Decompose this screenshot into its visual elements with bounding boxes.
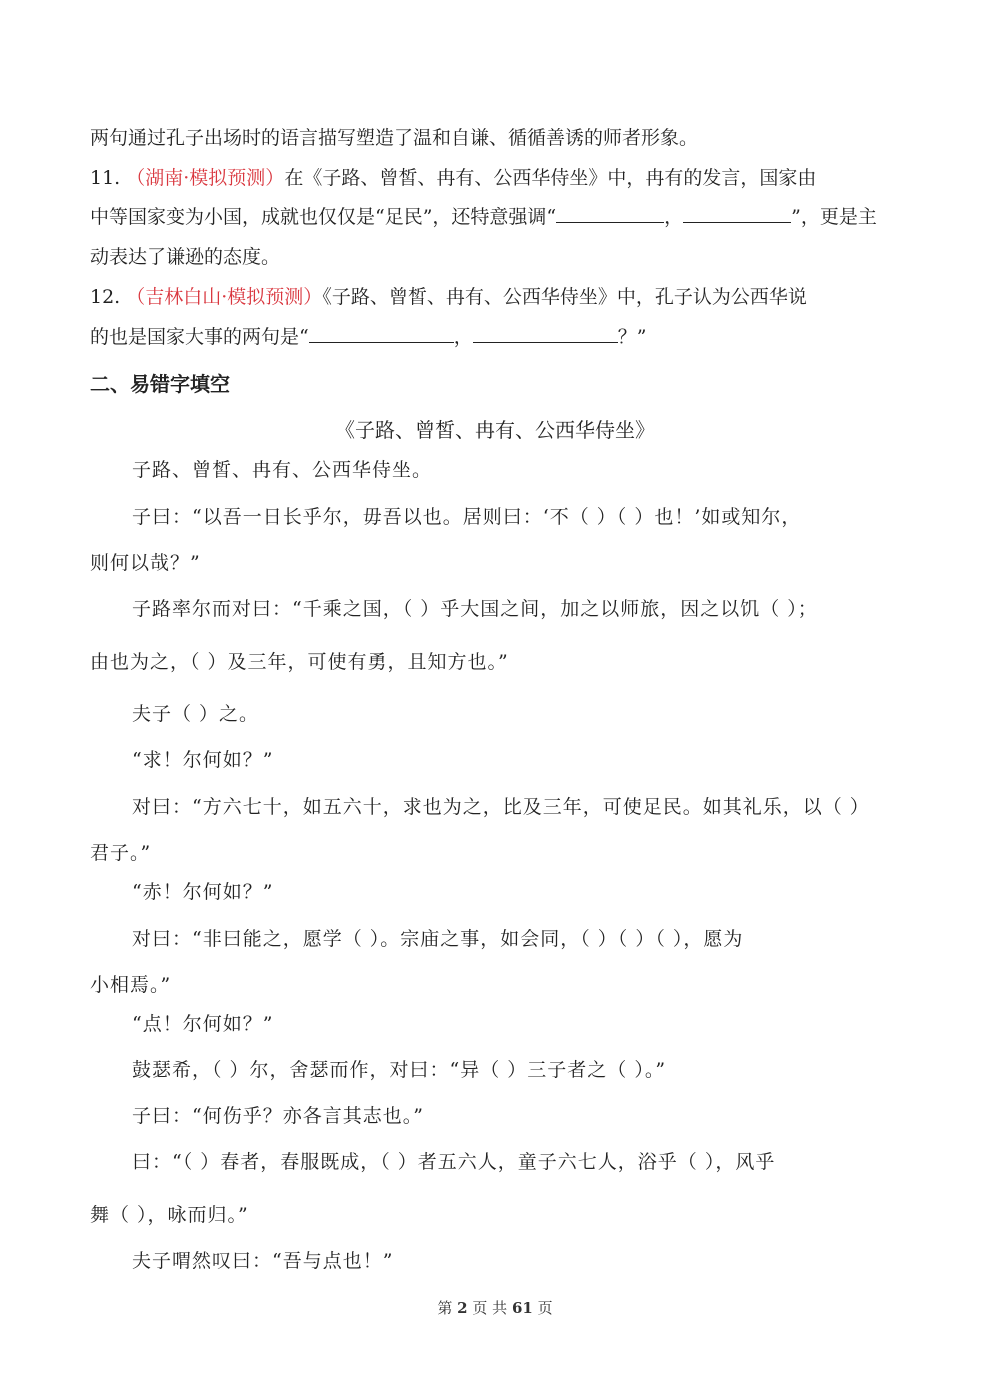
total-page-count: 61 (511, 1299, 533, 1317)
question-11-text-2a: 中等国家变为小国，成就也仅仅是“足民”，还特意强调“ (90, 206, 557, 228)
question-12-text-2a: 的也是国家大事的两句是“ (90, 326, 309, 348)
passage-line: 舞（ ），咏而归。” (90, 1204, 249, 1226)
passage-line: 子路率尔而对曰：“千乘之国，（ ）乎大国之间，加之以师旅，因之以饥（ ）； (132, 598, 818, 620)
question-11-number: 11. (90, 167, 121, 189)
passage-line: “求！尔何如？” (132, 749, 274, 771)
footer-mid: 页 共 (472, 1299, 508, 1317)
passage-line: 由也为之，（ ）及三年，可使有勇，且知方也。” (90, 651, 509, 673)
passage-line: 小相焉。” (90, 974, 172, 996)
passage-line: 夫子（ ）之。 (132, 703, 260, 725)
footer-prefix: 第 (437, 1299, 453, 1317)
section-heading: 二、易错字填空 (90, 372, 230, 396)
answer-blank[interactable] (309, 324, 454, 343)
passage-title: 《子路、曾皙、冉有、公西华侍坐》 (335, 418, 655, 442)
question-12-text-1: 《子路、曾皙、冉有、公西华侍坐》中，孔子认为公西华说 (322, 286, 807, 308)
passage-line: 夫子喟然叹曰：“吾与点也！” (132, 1250, 394, 1272)
current-page-number: 2 (457, 1299, 468, 1317)
passage-line: “点！尔何如？” (132, 1013, 274, 1035)
question-11-source: （湖南·模拟预测） (126, 167, 285, 189)
passage-line: 子曰：“何伤乎？亦各言其志也。” (132, 1105, 424, 1127)
passage-line: 鼓瑟希，（ ）尔，舍瑟而作，对曰：“异（ ）三子者之（ ）。” (132, 1059, 667, 1081)
question-11-text-1: 在《子路、曾皙、冉有、公西华侍坐》中，冉有的发言，国家由 (284, 167, 817, 189)
footer-suffix: 页 (537, 1299, 553, 1317)
question-11-line-2 (90, 203, 877, 231)
question-12-line-1 (90, 283, 807, 311)
page-footer (0, 1298, 990, 1318)
question-11-line-3: 动表达了谦逊的态度。 (90, 246, 281, 268)
intro-line: 两句通过孔子出场时的语言描写塑造了温和自谦、循循善诱的师者形象。 (90, 127, 699, 149)
question-12-line-2 (90, 323, 646, 351)
question-11-text-2b: ， (664, 206, 684, 228)
passage-line: 对曰：“方六七十，如五六十，求也为之，比及三年，可使足民。如其礼乐，以（ ） (132, 796, 870, 818)
passage-line: 曰：“（ ）春者，春服既成，（ ）者五六人，童子六七人，浴乎（ ），风乎 (132, 1151, 776, 1173)
answer-blank[interactable] (473, 324, 618, 343)
passage-line: 君子。” (90, 842, 152, 864)
question-12-text-2c: ？” (617, 326, 647, 348)
answer-blank[interactable] (683, 204, 791, 223)
question-12-source: （吉林白山·模拟预测） (126, 286, 323, 308)
passage-line: “赤！尔何如？” (132, 881, 274, 903)
question-11-line-1 (90, 164, 816, 192)
passage-line: 子路、曾皙、冉有、公西华侍坐。 (132, 459, 433, 481)
passage-line: 则何以哉？” (90, 552, 201, 574)
question-12-number: 12. (90, 286, 121, 308)
answer-blank[interactable] (556, 204, 664, 223)
passage-line: 子曰：“以吾一日长乎尔，毋吾以也。居则曰：‘不（ ）（ ）也！’如或知尔， (132, 506, 802, 528)
passage-line: 对曰：“非曰能之，愿学（ ）。宗庙之事，如会同，（ ）（ ）（ ），愿为 (132, 928, 744, 950)
question-11-text-2c: ”，更是主 (791, 206, 877, 228)
question-12-text-2b: ， (453, 326, 473, 348)
